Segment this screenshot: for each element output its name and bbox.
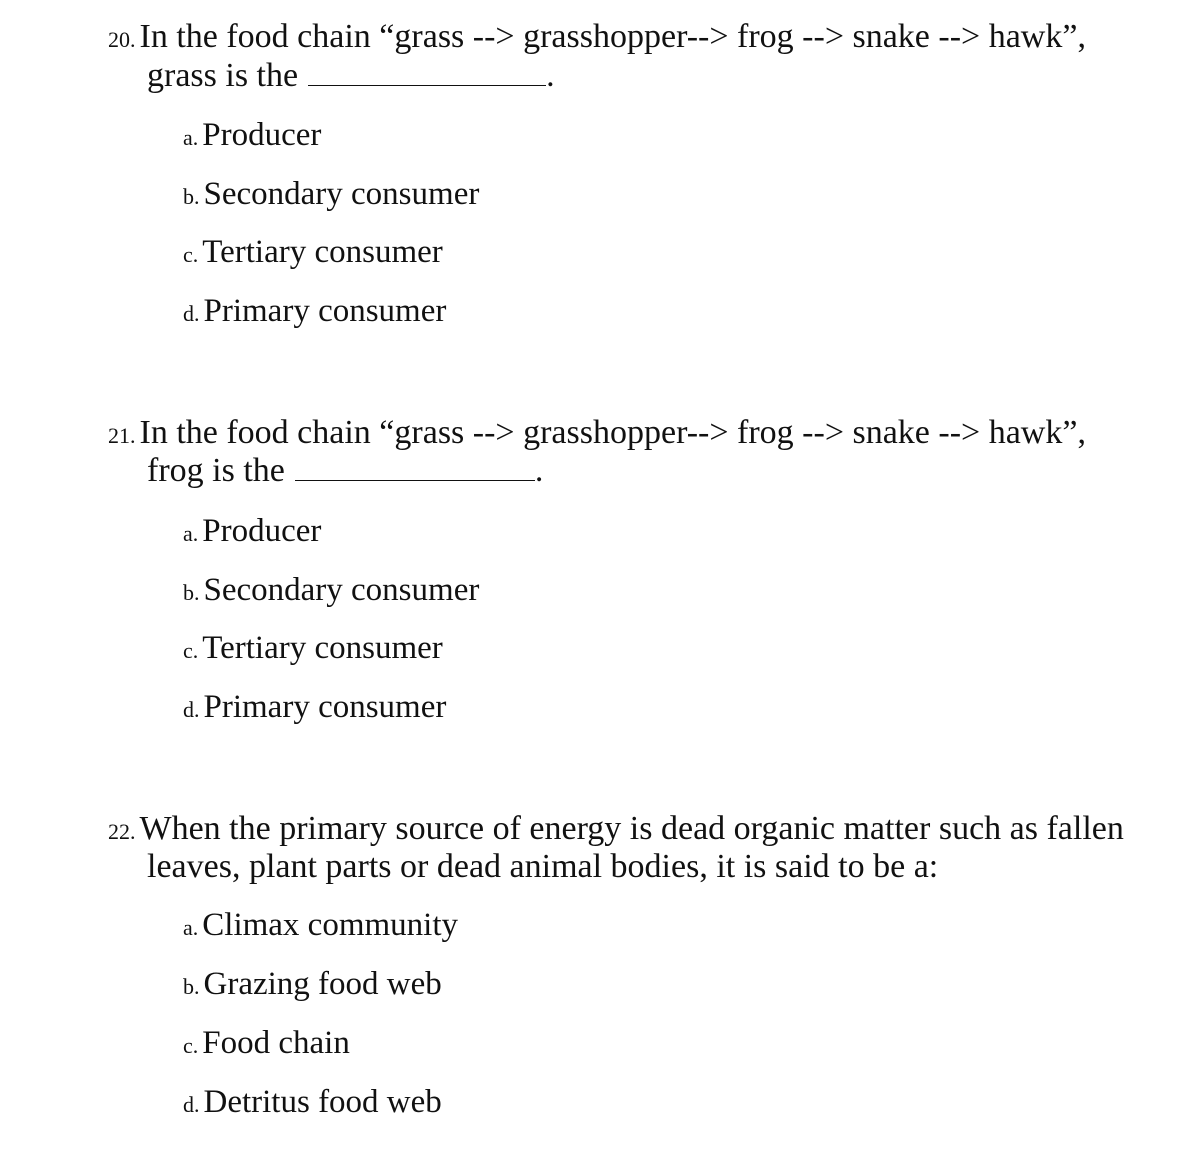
option-letter: a.	[183, 521, 199, 546]
option-text: Secondary consumer	[203, 572, 480, 608]
option-text: Climax community	[202, 907, 458, 943]
option-c[interactable]	[183, 629, 443, 670]
question-stem-line-2	[147, 452, 543, 490]
option-letter: d.	[183, 301, 200, 326]
option-text: Tertiary consumer	[202, 630, 443, 666]
option-text: Food chain	[202, 1025, 350, 1061]
question-stem-line-1	[108, 414, 1086, 455]
option-d[interactable]	[183, 292, 446, 333]
question-text-line-1: When the primary source of energy is dead organic matter such as fallen	[139, 810, 1124, 847]
option-text: Tertiary consumer	[202, 234, 443, 270]
option-b[interactable]	[183, 175, 479, 216]
option-letter: b.	[183, 184, 200, 209]
option-b[interactable]	[183, 571, 479, 612]
option-b[interactable]	[183, 965, 442, 1006]
option-letter: d.	[183, 697, 200, 722]
question-number: 21.	[108, 423, 136, 448]
option-text: Secondary consumer	[203, 176, 480, 212]
option-a[interactable]	[183, 116, 321, 157]
option-a[interactable]	[183, 906, 458, 947]
option-letter: c.	[183, 1033, 199, 1058]
option-letter: d.	[183, 1092, 200, 1117]
option-d[interactable]	[183, 1083, 442, 1124]
option-letter: b.	[183, 974, 200, 999]
option-text: Detritus food web	[203, 1084, 442, 1120]
option-text: Primary consumer	[203, 689, 447, 725]
question-stem-line-2	[147, 848, 938, 886]
question-text-line-2: leaves, plant parts or dead animal bodies, it is said to be a:	[147, 848, 939, 885]
option-letter: c.	[183, 242, 199, 267]
option-letter: b.	[183, 580, 200, 605]
question-stem-line-2	[147, 57, 555, 95]
question-text-line-2: grass is the	[147, 57, 299, 94]
answer-blank	[308, 59, 546, 86]
option-text: Producer	[202, 117, 322, 153]
answer-blank	[295, 454, 535, 481]
question-text-line-1: In the food chain “grass --> grasshopper--> frog --> snake --> hawk”,	[139, 18, 1086, 55]
option-letter: c.	[183, 638, 199, 663]
option-text: Primary consumer	[203, 293, 447, 329]
option-text: Grazing food web	[203, 966, 442, 1002]
option-letter: a.	[183, 915, 199, 940]
option-a[interactable]	[183, 512, 321, 553]
blank-period: .	[534, 452, 544, 489]
question-text-line-1: In the food chain “grass --> grasshopper--> frog --> snake --> hawk”,	[139, 414, 1086, 451]
option-letter: a.	[183, 125, 199, 150]
question-number: 22.	[108, 819, 136, 844]
question-stem-line-1	[108, 18, 1086, 59]
question-stem-line-1	[108, 810, 1124, 851]
option-d[interactable]	[183, 688, 446, 729]
option-c[interactable]	[183, 1024, 350, 1065]
question-number: 20.	[108, 27, 136, 52]
question-text-line-2: frog is the	[147, 452, 285, 489]
option-text: Producer	[202, 513, 322, 549]
blank-period: .	[546, 57, 555, 94]
option-c[interactable]	[183, 233, 443, 274]
